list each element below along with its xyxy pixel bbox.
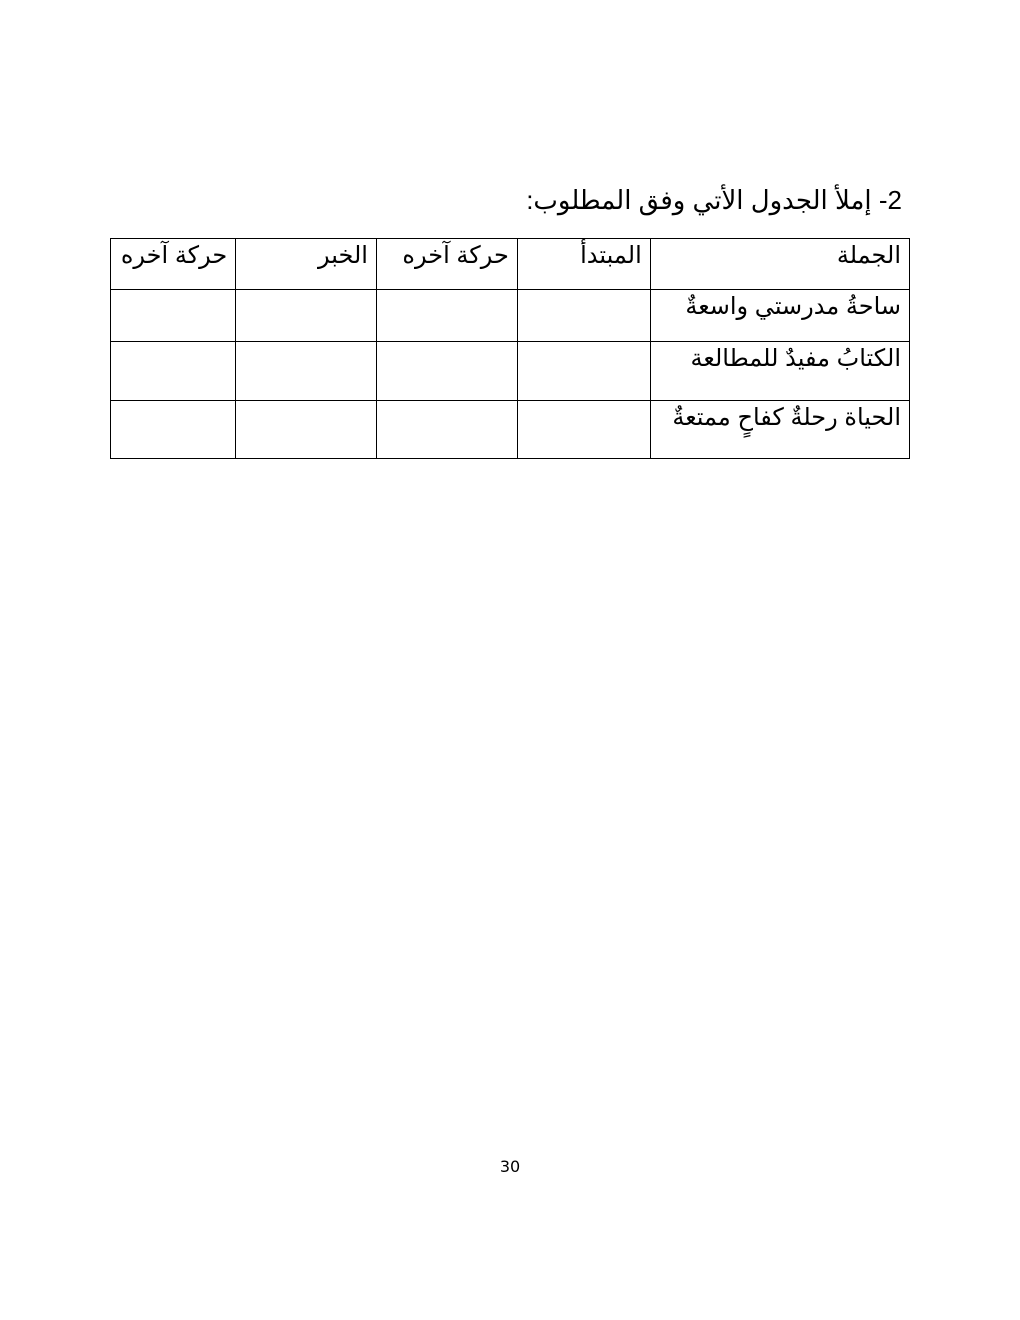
cell-predicate-mark[interactable] xyxy=(111,342,236,401)
header-predicate: الخبر xyxy=(236,239,377,290)
header-subject-mark: حركة آخره xyxy=(376,239,517,290)
cell-subject[interactable] xyxy=(517,290,650,342)
worksheet-table xyxy=(110,238,910,459)
cell-predicate[interactable] xyxy=(236,342,377,401)
cell-predicate[interactable] xyxy=(236,290,377,342)
header-predicate-mark: حركة آخره xyxy=(111,239,236,290)
cell-sentence: الحياة رحلةٌ كفاحٍ ممتعةٌ xyxy=(650,401,909,459)
cell-predicate-mark[interactable] xyxy=(111,290,236,342)
table-header-row xyxy=(111,239,910,290)
table-row xyxy=(111,401,910,459)
cell-predicate[interactable] xyxy=(236,401,377,459)
cell-subject[interactable] xyxy=(517,342,650,401)
exercise-title: 2- إملأ الجدول الأتي وفق المطلوب: xyxy=(526,185,902,215)
table-row xyxy=(111,342,910,401)
cell-predicate-mark[interactable] xyxy=(111,401,236,459)
cell-subject-mark[interactable] xyxy=(376,290,517,342)
header-sentence: الجملة xyxy=(650,239,909,290)
cell-sentence: الكتابُ مفيدٌ للمطالعة xyxy=(650,342,909,401)
cell-subject[interactable] xyxy=(517,401,650,459)
page-number: 30 xyxy=(499,1157,521,1176)
header-subject: المبتدأ xyxy=(517,239,650,290)
cell-subject-mark[interactable] xyxy=(376,342,517,401)
cell-subject-mark[interactable] xyxy=(376,401,517,459)
table-row xyxy=(111,290,910,342)
cell-sentence: ساحةُ مدرستي واسعةٌ xyxy=(650,290,909,342)
